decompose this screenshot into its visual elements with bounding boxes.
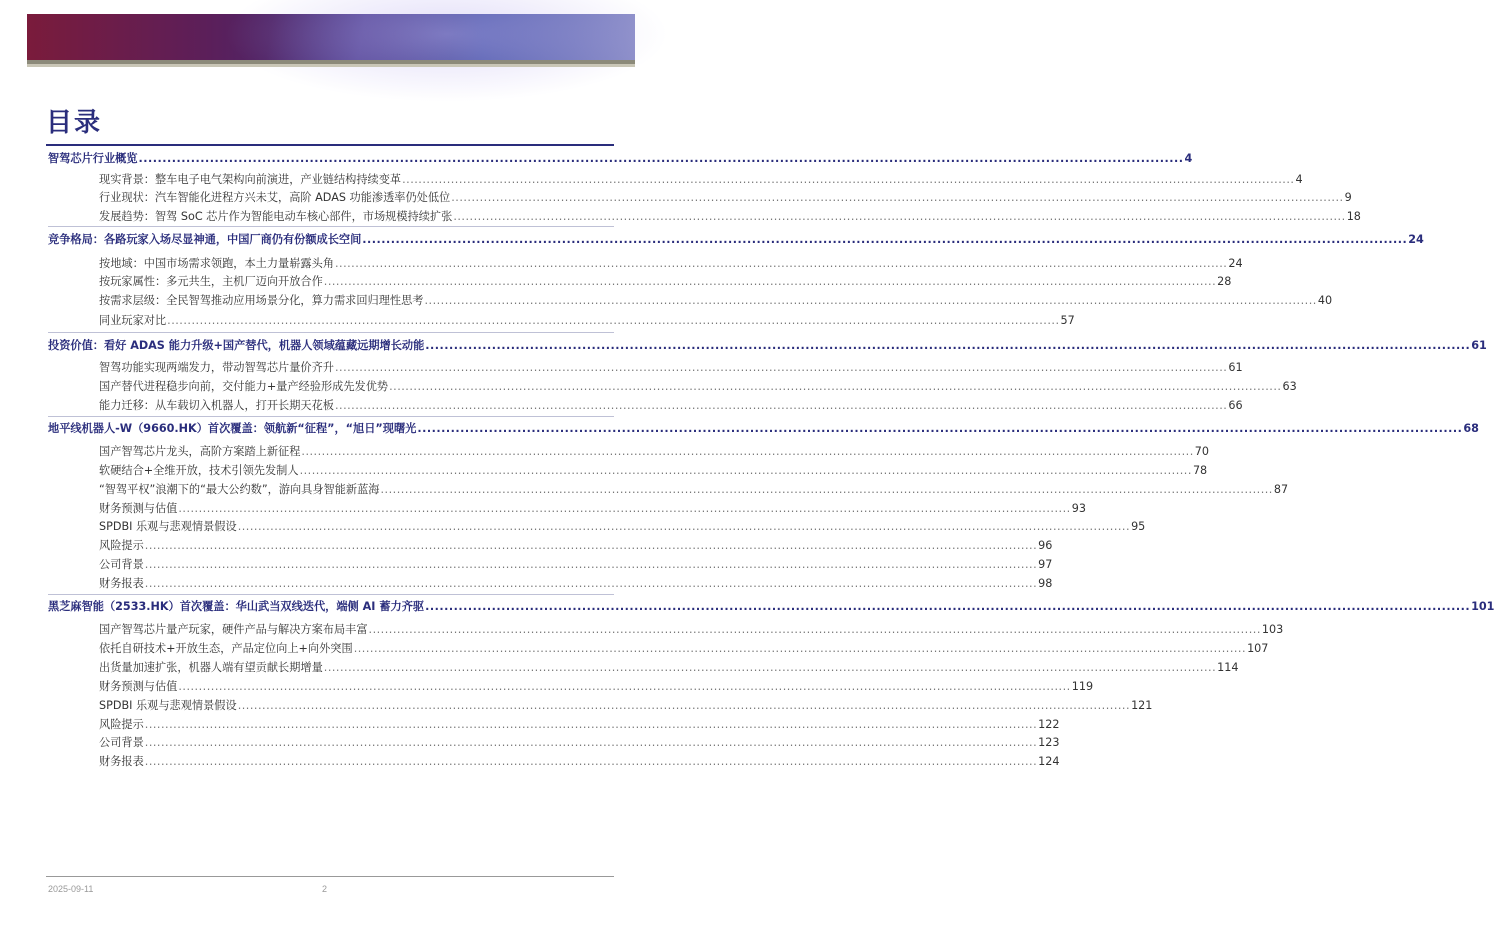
toc-dot-leader: ............................................................................................................................................................................................................................ <box>368 623 1261 636</box>
toc-dot-leader: ............................................................................................................................................................................................................................ <box>144 736 1038 749</box>
toc-entry-page: 9 <box>1344 191 1352 204</box>
toc-dot-leader: ............................................................................................................................................................................................................................ <box>380 483 1273 496</box>
toc-dot-leader: ............................................................................................................................................................................................................................ <box>323 661 1217 674</box>
toc-entry-title: 财务预测与估值 <box>99 680 178 693</box>
toc-dot-leader: ............................................................................................................................................................................................................................ <box>417 422 1463 435</box>
toc-dot-leader: ............................................................................................................................................................................................................................ <box>237 520 1131 533</box>
toc-entry-title: 财务报表 <box>99 577 144 590</box>
toc-chapter-entry[interactable] <box>48 598 1494 616</box>
title-underline <box>46 144 614 146</box>
toc-section-entry[interactable] <box>99 171 1303 189</box>
toc-dot-leader: ............................................................................................................................................................................................................................ <box>144 755 1038 768</box>
toc-dot-leader: ............................................................................................................................................................................................................................ <box>167 314 1060 327</box>
toc-entry-page: 4 <box>1295 173 1303 186</box>
toc-dot-leader: ............................................................................................................................................................................................................................ <box>453 210 1346 223</box>
toc-dot-leader: ............................................................................................................................................................................................................................ <box>362 233 1408 246</box>
toc-entry-title: 公司背景 <box>99 736 144 749</box>
toc-dot-leader: ............................................................................................................................................................................................................................ <box>138 152 1184 165</box>
toc-entry-page: 122 <box>1038 718 1060 731</box>
toc-section-entry[interactable] <box>99 537 1053 555</box>
toc-section-entry[interactable] <box>99 462 1208 480</box>
toc-entry-page: 107 <box>1247 642 1269 655</box>
toc-chapter-divider <box>48 226 614 227</box>
toc-dot-leader: ............................................................................................................................................................................................................................ <box>353 642 1247 655</box>
toc-dot-leader: ............................................................................................................................................................................................................................ <box>178 680 1071 693</box>
toc-entry-page: 101 <box>1471 600 1494 613</box>
toc-chapter-entry[interactable] <box>48 420 1479 438</box>
toc-entry-title: 同业玩家对比 <box>99 314 167 327</box>
toc-section-entry[interactable] <box>99 621 1284 639</box>
toc-section-entry[interactable] <box>99 397 1243 415</box>
toc-entry-page: 87 <box>1273 483 1289 496</box>
toc-entry-title: SPDBI 乐观与悲观情景假设 <box>99 520 237 533</box>
toc-section-entry[interactable] <box>99 753 1060 771</box>
toc-dot-leader: ............................................................................................................................................................................................................................ <box>144 539 1038 552</box>
toc-section-entry[interactable] <box>99 640 1269 658</box>
toc-entry-page: 70 <box>1194 445 1210 458</box>
toc-section-entry[interactable] <box>99 556 1053 574</box>
toc-entry-title: 风险提示 <box>99 718 144 731</box>
toc-dot-leader: ............................................................................................................................................................................................................................ <box>178 502 1071 515</box>
toc-dot-leader: ............................................................................................................................................................................................................................ <box>402 173 1295 186</box>
toc-entry-page: 40 <box>1317 294 1333 307</box>
toc-dot-leader: ............................................................................................................................................................................................................................ <box>424 294 1317 307</box>
toc-section-entry[interactable] <box>99 255 1243 273</box>
toc-entry-page: 78 <box>1192 464 1208 477</box>
toc-entry-page: 61 <box>1228 361 1243 374</box>
toc-dot-leader: ............................................................................................................................................................................................................................ <box>425 600 1471 613</box>
toc-entry-title: 智驾芯片行业概览 <box>48 152 138 165</box>
toc-entry-page: 24 <box>1228 257 1243 270</box>
toc-entry-page: 63 <box>1282 380 1297 393</box>
toc-entry-title: 财务报表 <box>99 755 144 768</box>
toc-chapter-entry[interactable] <box>48 231 1424 249</box>
toc-entry-title: 能力迁移：从车载切入机器人，打开长期天花板 <box>99 399 334 412</box>
toc-dot-leader: ............................................................................................................................................................................................................................ <box>144 718 1038 731</box>
toc-dot-leader: ............................................................................................................................................................................................................................ <box>451 191 1344 204</box>
toc-entry-title: 行业现状：汽车智能化进程方兴未艾，高阶 ADAS 功能渗透率仍处低位 <box>99 191 451 204</box>
toc-entry-page: 98 <box>1038 577 1053 590</box>
toc-section-entry[interactable] <box>99 575 1053 593</box>
toc-entry-page: 24 <box>1408 233 1424 246</box>
toc-entry-page: 121 <box>1131 699 1153 712</box>
toc-section-entry[interactable] <box>99 312 1075 330</box>
toc-dot-leader: ............................................................................................................................................................................................................................ <box>299 464 1192 477</box>
toc-dot-leader: ............................................................................................................................................................................................................................ <box>334 361 1228 374</box>
toc-entry-page: 119 <box>1071 680 1094 693</box>
toc-entry-page: 93 <box>1071 502 1086 515</box>
toc-dot-leader: ............................................................................................................................................................................................................................ <box>237 699 1131 712</box>
toc-section-entry[interactable] <box>99 481 1289 499</box>
toc-entry-page: 96 <box>1038 539 1053 552</box>
toc-entry-page: 4 <box>1184 152 1193 165</box>
toc-entry-title: 按玩家属性：多元共生，主机厂迈向开放合作 <box>99 275 323 288</box>
toc-chapter-divider <box>48 594 614 595</box>
toc-entry-page: 18 <box>1346 210 1361 223</box>
toc-section-entry[interactable] <box>99 189 1352 207</box>
toc-section-entry[interactable] <box>99 697 1153 715</box>
toc-entry-title: 投资价值：看好 ADAS 能力升级+国产替代，机器人领域蕴藏远期增长动能 <box>48 339 425 352</box>
toc-section-entry[interactable] <box>99 659 1239 677</box>
toc-dot-leader: ............................................................................................................................................................................................................................ <box>144 577 1038 590</box>
toc-section-entry[interactable] <box>99 359 1243 377</box>
toc-section-entry[interactable] <box>99 716 1060 734</box>
toc-entry-title: 公司背景 <box>99 558 144 571</box>
toc-entry-page: 123 <box>1038 736 1060 749</box>
toc-section-entry[interactable] <box>99 500 1086 518</box>
footer-date: 2025-09-11 <box>48 884 94 894</box>
toc-entry-title: “智驾平权”浪潮下的“最大公约数”，游向具身智能新蓝海 <box>99 483 380 496</box>
toc-entry-page: 95 <box>1131 520 1146 533</box>
footer-divider <box>46 876 614 877</box>
toc-entry-title: 地平线机器人-W（9660.HK）首次覆盖：领航新“征程”，“旭日”现曙光 <box>48 422 417 435</box>
toc-dot-leader: ............................................................................................................................................................................................................................ <box>144 558 1038 571</box>
toc-entry-page: 68 <box>1463 422 1479 435</box>
toc-entry-title: 现实背景：整车电子电气架构向前演进，产业链结构持续变革 <box>99 173 402 186</box>
header-banner <box>27 14 635 60</box>
toc-entry-page: 97 <box>1038 558 1053 571</box>
toc-entry-page: 103 <box>1261 623 1284 636</box>
toc-section-entry[interactable] <box>99 273 1232 291</box>
toc-chapter-entry[interactable] <box>48 337 1487 355</box>
toc-entry-title: SPDBI 乐观与悲观情景假设 <box>99 699 237 712</box>
toc-entry-title: 竞争格局：各路玩家入场尽显神通，中国厂商仍有份额成长空间 <box>48 233 362 246</box>
toc-entry-page: 66 <box>1228 399 1243 412</box>
toc-dot-leader: ............................................................................................................................................................................................................................ <box>334 399 1228 412</box>
toc-entry-title: 财务预测与估值 <box>99 502 178 515</box>
toc-entry-page: 61 <box>1471 339 1487 352</box>
toc-entry-title: 出货量加速扩张，机器人端有望贡献长期增量 <box>99 661 323 674</box>
toc-section-entry[interactable] <box>99 292 1333 310</box>
toc-section-entry[interactable] <box>99 208 1361 226</box>
toc-dot-leader: ............................................................................................................................................................................................................................ <box>425 339 1471 352</box>
toc-section-entry[interactable] <box>99 678 1094 696</box>
page-title: 目录 <box>46 108 103 138</box>
toc-entry-title: 风险提示 <box>99 539 144 552</box>
toc-section-entry[interactable] <box>99 443 1210 461</box>
toc-entry-title: 发展趋势：智驾 SoC 芯片作为智能电动车核心部件，市场规模持续扩张 <box>99 210 453 223</box>
toc-entry-title: 依托自研技术+开放生态，产品定位向上+向外突围 <box>99 642 353 655</box>
footer-page-number: 2 <box>322 884 328 894</box>
toc-entry-title: 国产智驾芯片龙头，高阶方案踏上新征程 <box>99 445 301 458</box>
toc-chapter-divider <box>48 332 614 333</box>
toc-dot-leader: ............................................................................................................................................................................................................................ <box>323 275 1217 288</box>
toc-entry-title: 按地域：中国市场需求领跑，本土力量崭露头角 <box>99 257 334 270</box>
toc-dot-leader: ............................................................................................................................................................................................................................ <box>334 257 1228 270</box>
toc-entry-page: 124 <box>1038 755 1060 768</box>
toc-section-entry[interactable] <box>99 518 1146 536</box>
toc-entry-title: 按需求层级：全民智驾推动应用场景分化，算力需求回归理性思考 <box>99 294 424 307</box>
toc-section-entry[interactable] <box>99 734 1060 752</box>
toc-entry-title: 智驾功能实现两端发力，带动智驾芯片量价齐升 <box>99 361 334 374</box>
header-rule-light <box>27 64 635 67</box>
toc-entry-title: 黑芝麻智能（2533.HK）首次覆盖：华山武当双线迭代，端侧 AI 蓄力齐驱 <box>48 600 425 613</box>
toc-entry-title: 国产智驾芯片量产玩家，硬件产品与解决方案布局丰富 <box>99 623 368 636</box>
toc-dot-leader: ............................................................................................................................................................................................................................ <box>389 380 1282 393</box>
toc-entry-page: 114 <box>1217 661 1239 674</box>
toc-entry-page: 28 <box>1217 275 1232 288</box>
toc-dot-leader: ............................................................................................................................................................................................................................ <box>301 445 1194 458</box>
toc-section-entry[interactable] <box>99 378 1297 396</box>
toc-entry-title: 国产替代进程稳步向前，交付能力+量产经验形成先发优势 <box>99 380 389 393</box>
toc-chapter-entry[interactable] <box>48 150 1193 168</box>
toc-entry-title: 软硬结合+全维开放，技术引领先发制人 <box>99 464 299 477</box>
toc-chapter-divider <box>48 416 614 417</box>
toc-entry-page: 57 <box>1060 314 1075 327</box>
